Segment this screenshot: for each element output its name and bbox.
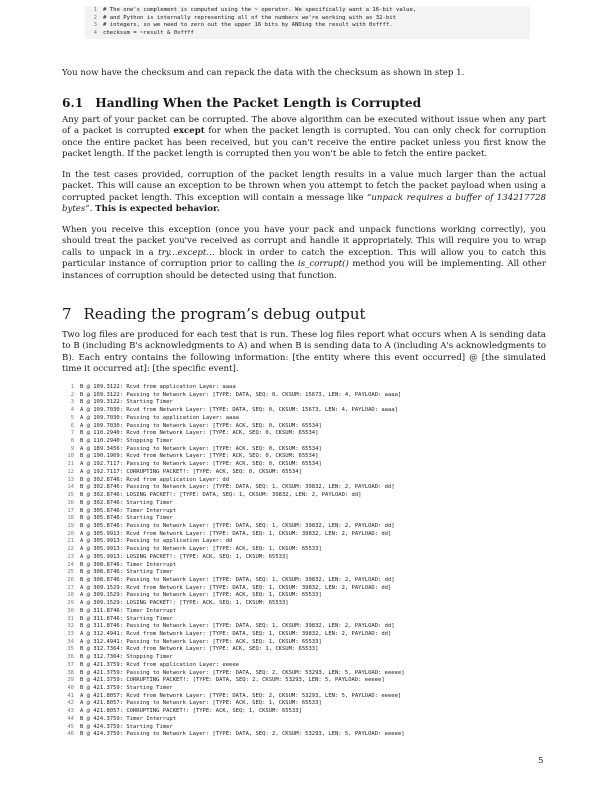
text-run: method you will be implementing. All other instances of corruption should be detected using that function.: [62, 259, 546, 281]
log-line: [62, 608, 546, 616]
line-text: B @ 302.8746: Starting Timer: [80, 499, 173, 506]
text-run: In the test cases provided, corruption of the packet length results in a value much larger than the actual packet. This will cause an exception to be thrown when you attempt to fetch the packet payload when using a corrupted packet length. This exception will contain a message like: [62, 170, 546, 203]
log-line: [62, 623, 546, 631]
log-line: [62, 685, 546, 693]
line-text: B @ 308.8746: Passing to Network Layer: [TYPE: DATA, SEQ: 1, CKSUM: 39832, LEN: 2, PAYLOAD: dd]: [80, 576, 395, 583]
line-text: # integers, so we need to zero out the upper 16 bits by ANDing the result with 0xffff.: [103, 22, 393, 29]
intro-paragraph: You now have the checksum and can repack the data with the checksum as shown in step 1.: [62, 68, 465, 78]
line-number: 35: [67, 646, 74, 653]
line-number: 42: [67, 700, 74, 707]
text-run: .: [89, 204, 96, 215]
corruption-paragraph-2: [62, 170, 546, 216]
line-number: 1: [93, 7, 97, 13]
line-text: B @ 421.3759: Rcvd from application Layer: eeeee: [80, 661, 239, 668]
log-line: [62, 600, 546, 608]
line-number: 28: [67, 592, 74, 599]
log-line: [62, 577, 546, 585]
line-text: A @ 109.7030: Rcvd from Network Layer: [TYPE: DATA, SEQ: 0, CKSUM: 15673, LEN: 4, PAYLOAD: aaaa]: [80, 407, 398, 414]
line-text: A @ 312.4941: Passing to Network Layer: [TYPE: ACK, SEQ: 1, CKSUM: 65533]: [80, 638, 322, 645]
line-text: B @ 109.3122: Starting Timer: [80, 399, 173, 406]
line-text: B @ 305.8746: Passing to Network Layer: [TYPE: DATA, SEQ: 1, CKSUM: 39832, LEN: 2, PAYLOAD: dd]: [80, 522, 395, 529]
line-text: A @ 421.8057: Passing to Network Layer: [TYPE: ACK, SEQ: 1, CKSUM: 65533]: [80, 700, 322, 707]
line-text: B @ 305.8746: Timer Interrupt: [80, 507, 177, 514]
line-number: 27: [67, 584, 74, 591]
line-number: 25: [67, 569, 74, 576]
line-number: 19: [67, 522, 74, 529]
bold-run: This is expected behavior.: [95, 204, 220, 215]
line-number: 13: [67, 476, 74, 483]
line-number: 4: [70, 407, 74, 414]
line-text: B @ 308.8746: Timer Interrupt: [80, 561, 177, 568]
log-line: [62, 407, 546, 415]
line-number: 2: [70, 391, 74, 398]
section-7-heading: [62, 305, 366, 323]
log-line: [62, 731, 546, 739]
log-line: [62, 461, 546, 469]
line-text: A @ 421.8057: Rcvd from Network Layer: [TYPE: DATA, SEQ: 2, CKSUM: 53293, LEN: 5, PAYLOAD: eeeee]: [80, 692, 402, 699]
italic-run: is_corrupt(): [297, 259, 349, 270]
line-number: 9: [70, 445, 74, 452]
text-run: for when the packet length is corrupted. You can only check for corruption once the entire packet has been received, but you can't receive the entire packet unless you first know the packet length. If the packet length is corrupted then you won't be able to fetch the entire packet.: [62, 126, 546, 160]
line-number: 8: [70, 438, 74, 445]
log-line: [62, 430, 546, 438]
line-number: 14: [67, 484, 74, 491]
code-line: [85, 30, 530, 38]
log-line: [62, 693, 546, 701]
log-line: [62, 724, 546, 732]
line-number: 43: [67, 708, 74, 715]
line-number: 18: [67, 515, 74, 522]
line-number: 46: [67, 731, 74, 738]
line-number: 34: [67, 638, 74, 645]
line-number: 2: [93, 14, 97, 21]
line-number: 6: [70, 422, 74, 429]
line-text: A @ 192.7117: CORRUPTING PACKET!: [TYPE: ACK, SEQ: 0, CKSUM: 65534]: [80, 468, 302, 475]
log-line: [62, 662, 546, 670]
line-number: 10: [67, 453, 74, 460]
log-line: [62, 492, 546, 500]
line-text: A @ 192.7117: Passing to Network Layer: [TYPE: ACK, SEQ: 0, CKSUM: 65534]: [80, 461, 322, 468]
line-number: 7: [70, 430, 74, 437]
line-text: B @ 421.3759: Starting Timer: [80, 685, 173, 692]
line-text: B @ 302.8746: Passing to Network Layer: [TYPE: DATA, SEQ: 1, CKSUM: 39832, LEN: 2, PAYLOAD: dd]: [80, 484, 395, 491]
log-line: [62, 716, 546, 724]
log-line: [62, 554, 546, 562]
line-text: A @ 109.7030: Passing to application Layer: aaaa: [80, 414, 239, 421]
line-text: B @ 421.3759: CORRUPTING PACKET!: [TYPE: DATA, SEQ: 2, CKSUM: 53293, LEN: 5, PAYLOAD: eeeee]: [80, 677, 385, 684]
log-line: [62, 446, 546, 454]
corruption-paragraph-1: [62, 115, 546, 161]
code-line: [85, 22, 530, 30]
line-number: 20: [67, 530, 74, 537]
line-text: A @ 305.9913: LOSING PACKET!: [TYPE: ACK, SEQ: 1, CKSUM: 65533]: [80, 553, 289, 560]
log-line: [62, 585, 546, 593]
line-text: A @ 312.4941: Rcvd from Network Layer: [TYPE: DATA, SEQ: 1, CKSUM: 39832, LEN: 2, PAYLOAD: dd]: [80, 631, 392, 637]
line-text: A @ 309.1529: Rcvd from Network Layer: [TYPE: DATA, SEQ: 1, CKSUM: 39832, LEN: 2, PAYLOAD: dd]: [80, 584, 392, 591]
page-number: 5: [538, 756, 544, 766]
line-number: 44: [67, 715, 74, 722]
log-line: [62, 631, 546, 639]
log-line: [62, 469, 546, 477]
log-listing: [62, 384, 546, 739]
line-text: B @ 110.2940: Rcvd from Network Layer: [TYPE: ACK, SEQ: 0, CKSUM: 65534]: [80, 430, 319, 437]
line-number: 23: [67, 553, 74, 560]
line-number: 26: [67, 576, 74, 583]
line-number: 22: [67, 546, 74, 553]
code-line: [85, 7, 530, 15]
line-number: 15: [67, 492, 74, 499]
line-number: 37: [67, 661, 74, 668]
log-line: [62, 670, 546, 678]
log-line: [62, 569, 546, 577]
line-number: 4: [93, 29, 97, 36]
line-number: 17: [67, 507, 74, 514]
line-text: B @ 109.3122: Passing to Network Layer: [TYPE: DATA, SEQ: 0, CKSUM: 15673, LEN: 4, PAYLOAD: aaaa]: [80, 391, 402, 398]
line-text: B @ 312.7364: Rcvd from Network Layer: [TYPE: ACK, SEQ: 1, CKSUM: 65533]: [80, 646, 319, 653]
log-line: [62, 423, 546, 431]
log-line: [62, 477, 546, 485]
line-text: B @ 308.8746: Starting Timer: [80, 569, 173, 576]
line-text: # and Python is internally representing all of the numbers we're working with as 32-bit: [103, 14, 396, 21]
log-line: [62, 392, 546, 400]
section-number: 7: [62, 305, 72, 323]
line-number: 24: [67, 561, 74, 568]
line-text: B @ 190.1969: Rcvd from Network Layer: [TYPE: ACK, SEQ: 0, CKSUM: 65534]: [80, 453, 319, 460]
log-line: [62, 415, 546, 423]
line-text: B @ 311.8746: Timer Interrupt: [80, 607, 177, 614]
log-line: [62, 639, 546, 647]
log-line: [62, 438, 546, 446]
line-text: # The one's complement is computed using the ~ operator. We specifically want a 16-bit value,: [103, 7, 417, 13]
line-text: A @ 305.9913: Rcvd from Network Layer: [TYPE: DATA, SEQ: 1, CKSUM: 39832, LEN: 2, PAYLOAD: dd]: [80, 530, 392, 537]
bold-run: except: [173, 126, 205, 137]
code-snippet: [85, 6, 530, 39]
text-run: When you receive this exception (once you have your pack and unpack functions working correctly), you should treat the packet you've received as corrupt and handle it appropriately. This will require you to wrap calls to unpack in a: [62, 225, 546, 258]
line-text: B @ 305.8746: Starting Timer: [80, 515, 173, 522]
line-number: 16: [67, 499, 74, 506]
line-number: 36: [67, 654, 74, 661]
line-number: 5: [70, 414, 74, 421]
log-line: [62, 515, 546, 523]
log-line: [62, 708, 546, 716]
line-number: 29: [67, 600, 74, 607]
line-number: 1: [70, 384, 74, 390]
line-text: A @ 109.7030: Passing to Network Layer: [TYPE: ACK, SEQ: 0, CKSUM: 65534]: [80, 422, 322, 429]
log-line: [62, 508, 546, 516]
log-line: [62, 399, 546, 407]
debug-output-paragraph: Two log files are produced for each test that is run. These log files report what occurs when A is sending data to B (including B's acknowledgments to A) and when B is sending data to A (including A's acknowledgments to B). Each entry contains the following information: [the entity where this event occurred] @ [the simulated time it occurred at]: [the specific event].: [62, 330, 546, 375]
line-number: 3: [93, 22, 97, 29]
line-text: B @ 311.8746: Starting Timer: [80, 615, 173, 622]
log-line: [62, 500, 546, 508]
log-line: [62, 384, 546, 392]
line-text: B @ 302.8746: LOSING PACKET!: [TYPE: DATA, SEQ: 1, CKSUM: 39832, LEN: 2, PAYLOAD: dd]: [80, 492, 362, 499]
line-number: 3: [70, 399, 74, 406]
log-line: [62, 654, 546, 662]
code-line: [85, 15, 530, 23]
corruption-paragraph-3: [62, 225, 546, 282]
log-line: [62, 453, 546, 461]
line-number: 12: [67, 468, 74, 475]
line-text: A @ 189.3456: Passing to Network Layer: [TYPE: ACK, SEQ: 0, CKSUM: 65534]: [80, 445, 322, 452]
log-line: [62, 677, 546, 685]
line-text: A @ 305.9913: Passing to application Layer: dd: [80, 538, 233, 545]
section-6-1-heading: [62, 96, 421, 110]
line-text: B @ 421.3759: Passing to Network Layer: [TYPE: DATA, SEQ: 2, CKSUM: 53293, LEN: 5, PAYLOAD: eeeee]: [80, 669, 405, 676]
line-number: 39: [67, 677, 74, 684]
line-text: B @ 424.3759: Passing to Network Layer: [TYPE: DATA, SEQ: 2, CKSUM: 53293, LEN: 5, PAYLOAD: eeeee]: [80, 731, 405, 738]
italic-run: “unpack requires a buffer of 134217728 bytes”: [62, 192, 546, 215]
line-number: 32: [67, 623, 74, 630]
italic-run: try...except...: [158, 247, 215, 258]
section-title: Handling When the Packet Length is Corrupted: [95, 96, 422, 110]
line-text: B @ 424.3759: Starting Timer: [80, 723, 173, 730]
line-number: 31: [67, 615, 74, 622]
section-title: Reading the program’s debug output: [83, 305, 366, 323]
line-text: B @ 109.3122: Rcvd from application Layer: aaaa: [80, 384, 236, 390]
section-number: 6.1: [62, 96, 84, 110]
log-line: [62, 562, 546, 570]
log-line: [62, 646, 546, 654]
log-line: [62, 700, 546, 708]
line-number: 11: [67, 461, 74, 468]
line-text: B @ 312.7364: Stopping Timer: [80, 654, 173, 661]
line-number: 41: [67, 692, 74, 699]
log-line: [62, 523, 546, 531]
log-line: [62, 592, 546, 600]
line-number: 40: [67, 685, 74, 692]
log-line: [62, 538, 546, 546]
line-text: B @ 110.2940: Stopping Timer: [80, 438, 173, 445]
line-text: checksum = ~result & 0xffff: [103, 29, 194, 36]
line-text: B @ 302.8746: Rcvd from application Layer: dd: [80, 476, 230, 483]
line-text: B @ 424.3759: Timer Interrupt: [80, 715, 177, 722]
line-text: B @ 311.8746: Passing to Network Layer: [TYPE: DATA, SEQ: 1, CKSUM: 39832, LEN: 2, PAYLOAD: dd]: [80, 623, 395, 630]
text-run: block in order to catch the exception. This will allow you to catch this particular instance of corruption prior to calling the: [62, 247, 546, 270]
line-number: 45: [67, 723, 74, 730]
log-line: [62, 484, 546, 492]
line-number: 30: [67, 607, 74, 614]
line-text: A @ 309.1529: Passing to Network Layer: [TYPE: ACK, SEQ: 1, CKSUM: 65533]: [80, 592, 322, 599]
line-text: A @ 421.8057: CORRUPTING PACKET!: [TYPE: ACK, SEQ: 1, CKSUM: 65533]: [80, 708, 302, 715]
log-line: [62, 531, 546, 539]
log-line: [62, 546, 546, 554]
line-text: A @ 309.1529: LOSING PACKET!: [TYPE: ACK, SEQ: 1, CKSUM: 65533]: [80, 600, 289, 607]
line-text: A @ 305.9913: Passing to Network Layer: [TYPE: ACK, SEQ: 1, CKSUM: 65533]: [80, 546, 322, 553]
log-line: [62, 616, 546, 624]
line-number: 21: [67, 538, 74, 545]
text-run: Any part of your packet can be corrupted. The above algorithm can be executed without issue when any part of a packet is corrupted: [62, 115, 546, 137]
line-number: 38: [67, 669, 74, 676]
line-number: 33: [67, 631, 74, 637]
